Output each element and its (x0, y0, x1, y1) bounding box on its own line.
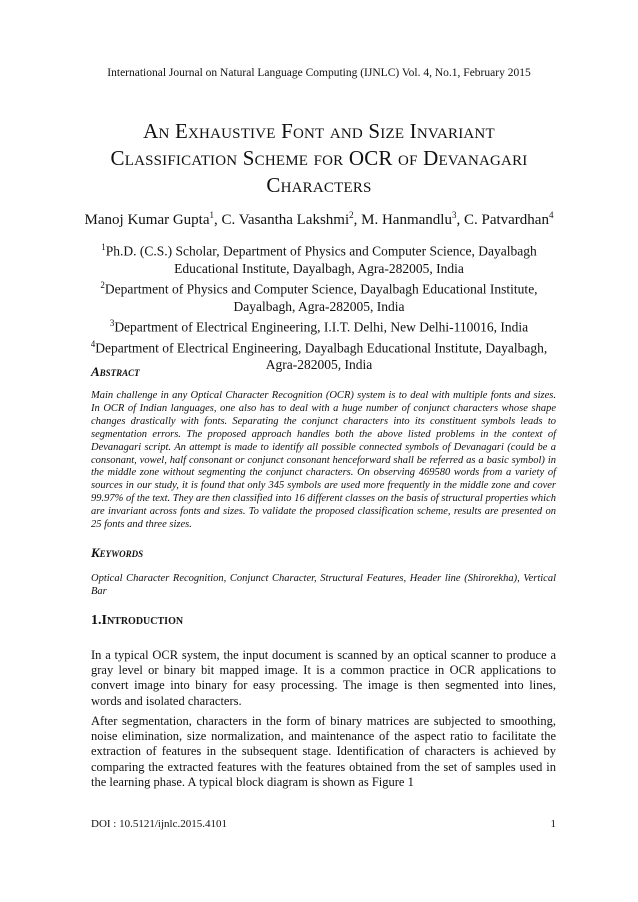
abstract-heading: Abstract (91, 364, 140, 379)
page-footer (91, 818, 556, 830)
affiliation (86, 336, 552, 374)
introduction-heading: 1.Introduction (91, 613, 184, 628)
affiliation-text: Department of Electrical Engineering, I.I.T. Delhi, New Delhi-110016, India (114, 319, 529, 335)
author-name: C. Vasantha Lakshmi (221, 212, 350, 228)
author-list (40, 210, 598, 229)
affiliation-text: Department of Physics and Computer Science, Dayalbagh Educational Institute, Dayalbagh, Agra-282005, India (104, 281, 538, 314)
affiliation-sup: 3 (109, 317, 115, 328)
author-sup: 3 (451, 210, 457, 220)
author-name: M. Hanmandlu (361, 212, 452, 228)
title-line: Classification Scheme for OCR of Devanagari (110, 146, 528, 170)
affiliation-sup: 1 (101, 242, 106, 252)
author-name: Manoj Kumar Gupta (84, 212, 210, 228)
affiliation (86, 239, 552, 277)
author-sep: , (456, 212, 464, 228)
abstract-text: Main challenge in any Optical Character Recognition (OCR) system is to deal with multiple fonts and sizes. In OCR of Indian languages, one also has to deal with a huge number of conjunct characters whose shape changes drastically with fonts. Separating the conjunct characters into its constituent symbols leads to segmentation errors. The proposed approach handles both the above listed problems in the context of Devanagari script. An attempt is made to identify all possible connected symbols of Devanagari (could be a consonant, vowel, half consonant or conjunct consonant henceforward shall be referred as a basic symbol) in the middle zone without segmenting the conjunct characters. On observing 469580 words from a variety of sources in our study, it is found that only 345 symbols are used more frequently in the middle zone and cover 99.97% of the text. They are then classified into 16 different classes on the basis of structural properties which are invariant across fonts and sizes. To validate the proposed classification scheme, results are presented on 25 fonts and three sizes. (91, 390, 556, 531)
affiliation-text: Department of Electrical Engineering, Dayalbagh Educational Institute, Dayalbagh, Agra-282005, India (95, 340, 548, 373)
affiliation (86, 315, 552, 336)
author-sup: 2 (349, 210, 354, 220)
author-sup: 4 (548, 210, 554, 220)
doi-text: DOI : 10.5121/ijnlc.2015.4101 (91, 818, 227, 830)
affiliation-sup: 4 (90, 338, 96, 349)
author-name: C. Patvardhan (463, 212, 549, 228)
page-number: 1 (550, 818, 556, 830)
introduction-paragraph: After segmentation, characters in the form of binary matrices are subjected to smoothing, noise elimination, size normalization, and maintenance of the aspect ratio to facilitate the extraction of features in the subsequent stage. Identification of characters is achieved by comparing the extracted features with the features obtained from the set of samples used in the learning phase. A typical block diagram is shown as Figure 1 (91, 714, 556, 789)
affiliation-sup: 2 (100, 279, 105, 290)
paper-title (60, 118, 578, 199)
introduction-paragraph: In a typical OCR system, the input document is scanned by an optical scanner to produce a gray level or binary bit mapped image. It is a common practice in OCR applications to convert image into binary for easy processing. The image is then segmented into lines, words and isolated characters. (91, 648, 556, 708)
running-header: International Journal on Natural Language Computing (IJNLC) Vol. 4, No.1, February 2015 (107, 67, 531, 79)
title-line: Characters (266, 173, 372, 197)
title-line: An Exhaustive Font and Size Invariant (143, 119, 495, 143)
keywords-text: Optical Character Recognition, Conjunct Character, Structural Features, Header line (Shirorekha), Vertical Bar (91, 573, 556, 597)
author-sep: , (214, 212, 222, 228)
keywords-heading: Keywords (91, 545, 144, 560)
author-sup: 1 (209, 210, 215, 220)
author-sep: , (353, 212, 362, 228)
affiliation-list (86, 239, 552, 373)
affiliation (86, 277, 552, 315)
affiliation-text: Ph.D. (C.S.) Scholar, Department of Physics and Computer Science, Dayalbagh Educational Institute, Dayalbagh, Agra-282005, India (105, 243, 537, 276)
